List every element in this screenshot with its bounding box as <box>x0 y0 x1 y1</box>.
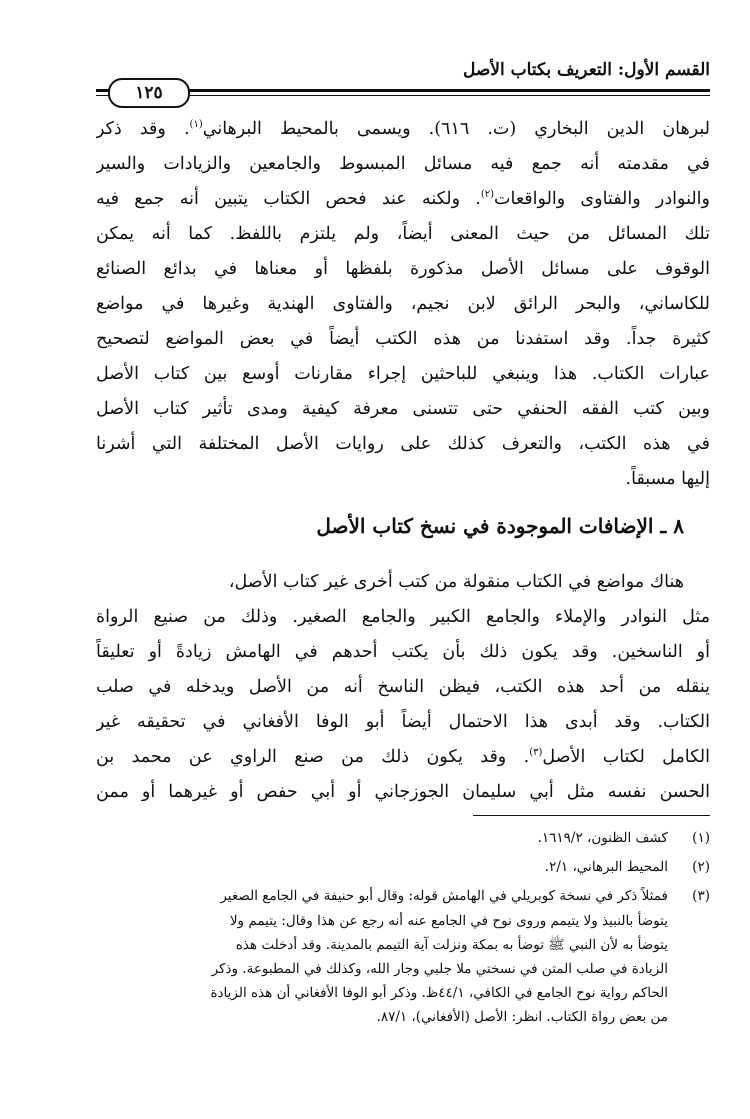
footnote-item <box>96 854 710 880</box>
text-line: هناك مواضع في الكتاب منقولة من كتب أخرى غير كتاب الأصل، <box>228 572 684 592</box>
text-line: ينقله من أحد هذه الكتب، فيظن الناسخ أنه من الأصل ويدخله في صلب <box>96 677 710 697</box>
footnote-item <box>96 825 710 851</box>
text-line: إليها مسبقاً. <box>625 469 710 489</box>
text-line: عبارات الكتاب. هذا وينبغي للباحثين إجراء مقارنات أوسع بين كتاب الأصل <box>96 364 710 384</box>
paragraph-additions <box>96 565 710 810</box>
text-line: لبرهان الدين البخاري (ت. ٦١٦). ويسمى بالمحيط البرهاني$^{(١)}$. وقد ذكر <box>96 119 710 139</box>
text-line: الكامل لكتاب الأصل$^{(٣)}$. وقد يكون ذلك من صنع الراوي عن محمد بن <box>96 747 710 767</box>
footnotes <box>96 825 710 1032</box>
footnote-line: من بعض رواة الكتاب. انظر: الأصل (الأفغاني)، ٨٧/١. <box>376 1009 668 1025</box>
footnote-number: (١) <box>692 830 710 846</box>
footnote-ref[interactable]: (١) <box>189 119 203 130</box>
text-line: الوقوف على مسائل الأصل مذكورة بلفظها أو معناها في بدائع الصنائع <box>96 259 710 279</box>
text-line: تلك المسائل من حيث المعنى أيضاً، ولم يلتزم باللفظ. كما أنه يمكن <box>96 224 710 244</box>
section-heading: ٨ ـ الإضافات الموجودة في نسخ كتاب الأصل <box>316 514 684 538</box>
page-number-badge <box>108 78 190 108</box>
text-line: وبين كتب الفقه الحنفي حتى تتسنى معرفة كيفية ومدى تأثير كتاب الأصل <box>96 399 710 419</box>
page-number: ١٢٥ <box>135 83 163 103</box>
footnote-line: الحاكم رواية نوح الجامع في الكافي، ٤٤/١ظ. وذكر أبو الوفا الأفغاني أن هذه الزيادة <box>210 985 668 1001</box>
text-line: للكاساني، والبحر الرائق لابن نجيم، والفتاوى الهندية وغيرها في مواضع <box>96 294 710 314</box>
header-title: القسم الأول: التعريف بكتاب الأصل <box>462 60 710 80</box>
footnote-line: كشف الظنون، ١٦١٩/٢. <box>537 830 668 846</box>
footnote-separator <box>473 815 710 816</box>
running-header <box>96 56 710 108</box>
text-line: كثيرة جداً. وقد استفدنا من هذه الكتب أيضاً في بعض المواضع لتصحيح <box>96 329 710 349</box>
text-line: الكتاب. وقد أبدى هذا الاحتمال أيضاً أبو الوفا الأفغاني في تحقيقه غير <box>96 712 710 732</box>
footnote-line: يتوضأ به لأن النبي ﷺ توضأ به بمكة ونزلت آية التيمم بالمدينة. وقد أدخلت هذه <box>235 937 668 953</box>
footnote-item <box>96 883 710 1029</box>
paragraph-continued <box>96 112 710 497</box>
footnote-ref[interactable]: (٣) <box>529 747 543 758</box>
text-line: والنوادر والفتاوى والواقعات$^{(٢)}$. ولكنه عند فحص الكتاب يتبين أنه جمع فيه <box>96 189 710 209</box>
text-line: الحسن نفسه مثل أبي سليمان الجوزجاني أو أبي حفص أو غيرهما أو ممن <box>96 782 710 802</box>
footnote-number: (٣) <box>692 888 710 904</box>
footnote-ref[interactable]: (٢) <box>480 189 495 200</box>
footnote-line: يتوضأ بالنبيذ ولا يتيمم وروى نوح في الجامع عنه أنه رجع عن هذا وقال: يتيمم ولا <box>229 913 668 929</box>
footnote-line: الزيادة في صلب المتن في نسختي ملا جلبي وجار الله، وكذلك في المطبوعة. وذكر <box>211 961 668 977</box>
text-line: في هذه الكتب، والتعرف كذلك على روايات الأصل المختلفة التي أشرنا <box>96 434 710 454</box>
footnote-line: المحيط البرهاني، ٢/١. <box>544 859 668 875</box>
footnote-number: (٢) <box>692 859 710 875</box>
text-line: في مقدمته أنه جمع فيه مسائل المبسوط والجامعين والزيادات والسير <box>96 154 710 174</box>
footnote-line: فمثلاً ذكر في نسخة كوبريلي في الهامش قوله: وقال أبو حنيفة في الجامع الصغير <box>220 888 668 904</box>
text-line: أو الناسخين. وقد يكون ذلك بأن يكتب أحدهم في الهامش زيادةً أو تعليقاً <box>96 642 710 662</box>
text-line: مثل النوادر والإملاء والجامع الكبير والجامع الصغير. وذلك من صنيع الرواة <box>96 607 710 627</box>
